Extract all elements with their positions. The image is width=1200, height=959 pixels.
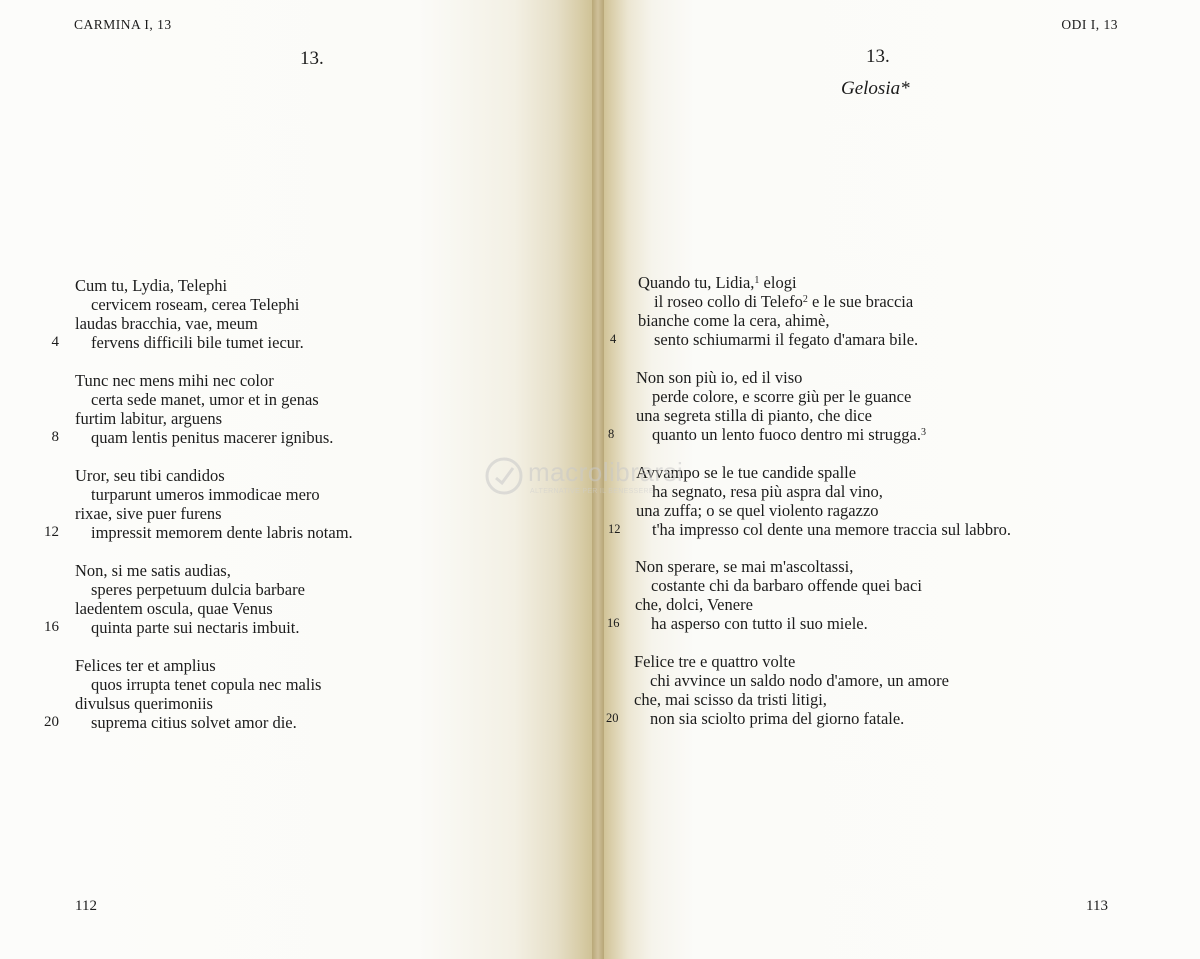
poem-number-left: 13. [300,48,324,69]
left-page: CARMINA I, 13 13. Cum tu, Lydia, Telephi cervicem roseam, cerea Telephi laudas bracchia, vae, meum 4 fervens difficili bile tumet iecur. Tunc nec mens mihi nec color certa sede manet, umor et in genas furtim labitur, arguens 8 quam lentis penitus macerer ignibus. Uror, seu tibi candidos turparunt umeros immodicae mero rixae, sive puer furens 12 impressit memorem dente labris notam. Non, si me satis audias, speres perpetuum dulcia barbare laedentem oscula, quae Venus 16 quinta parte sui nectaris imbuit. Felices ter et amplius quos irrupta tenet copula nec malis divulsus querimoniis 20 suprema citius solvet amor die. 112 [0,0,598,959]
running-head-left: CARMINA I, 13 [74,17,172,32]
book-gutter [592,0,604,959]
line-number: 8 [608,427,615,441]
footnote-marker: 3 [921,427,926,438]
footnote-marker: 1 [754,275,760,286]
line-number: 16 [607,616,620,630]
line-number: 4 [610,332,617,346]
watermark-subtext: ALTERNATIVE PER IL BENESSERE [530,488,654,495]
page-number-right: 113 [1086,898,1108,914]
line-number: 12 [44,524,59,540]
line-number: 12 [608,522,621,536]
line-number: 16 [44,619,59,635]
poem-number-right: 13. [866,46,890,67]
watermark-text: macrolibrarsi [528,457,684,487]
line-number: 8 [51,429,59,445]
line-number: 20 [606,711,619,725]
page-number-left: 112 [75,898,97,914]
poem-title: Gelosia* [841,78,910,99]
line-number: 4 [51,334,59,350]
line-number: 20 [44,714,59,730]
running-head-right: ODI I, 13 [1061,17,1118,32]
footnote-marker: 2 [802,294,808,305]
right-page: ODI I, 13 13. Gelosia* Quando tu, Lidia,$^1$ elogi il roseo collo di Telefo$^2$ e le sue braccia bianche come la cera, ahimè, 4 sento schiumarmi il fegato d'amara bile. Non son più io, ed il viso perde colore, e scorre giù per le guance una segreta stilla di pianto, che dice 8 quanto un lento fuoco dentro mi strugga.$^3$ Avvampo se le tue candide spalle ha segnato, resa più aspra dal vino, una zuffa; o se quel violento ragazzo 12 t'ha impresso col dente una memore traccia sul labbro. Non sperare, se mai m'ascoltassi, costante chi da barbaro offende quei baci che, dolci, Venere 16 ha asperso con tutto il suo miele. Felice tre e quattro volte chi avvince un saldo nodo d'amore, un amore che, mai scisso da tristi litigi, 20 non sia sciolto prima del giorno fatale. 113 [598,0,1200,959]
